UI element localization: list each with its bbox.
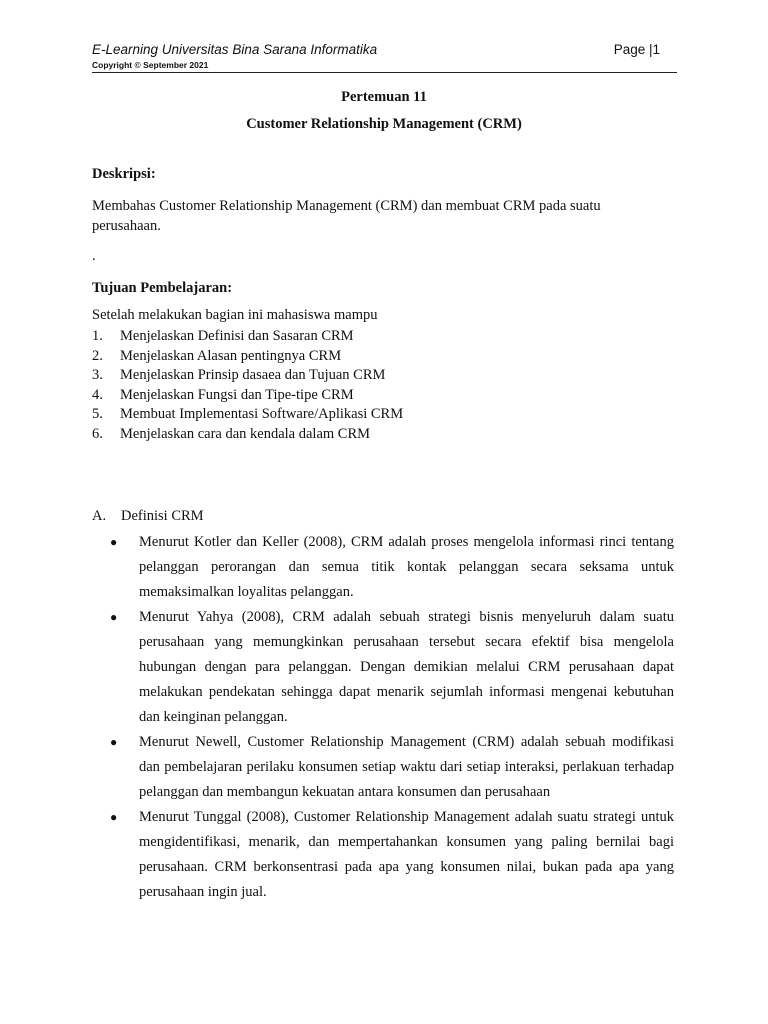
list-item-text: Membuat Implementasi Software/Aplikasi CRM [120, 406, 404, 422]
definition-text: Menurut Kotler dan Keller (2008), CRM adalah proses mengelola informasi rinci tentang pelanggan perorangan dan semua titik kontak pelanggan secara seksama untuk memaksimalkan loyalitas pelanggan. [139, 534, 674, 600]
list-item-text: Menjelaskan cara dan kendala dalam CRM [120, 425, 371, 442]
list-item-number: 6. [92, 425, 103, 442]
bullet-icon: ● [110, 535, 118, 549]
copyright-notice: Copyright © September 2021 [92, 60, 209, 70]
list-item [92, 327, 403, 347]
list-item-number: 3. [92, 367, 103, 383]
definition-item [110, 730, 674, 805]
definition-text: Menurut Tunggal (2008), Customer Relationship Management adalah suatu strategi untuk mengidentifikasi, menarik, dan mempertahankan konsumen yang paling bernilai bagi perusahaan. CRM berkonsentrasi pada apa yang konsumen nilai, bukan pada apa yang perusahaan ingin jual. [139, 809, 674, 900]
meeting-title: Pertemuan 11 [341, 89, 427, 105]
topic-title: Customer Relationship Management (CRM) [246, 116, 522, 132]
definition-item [110, 805, 674, 905]
definition-item [110, 605, 674, 730]
list-item-number: 2. [92, 347, 103, 364]
page-number: Page |1 [613, 42, 660, 57]
list-item-text: Menjelaskan Prinsip dasaea dan Tujuan CRM [120, 367, 386, 383]
list-item-text: Menjelaskan Definisi dan Sasaran CRM [120, 328, 354, 344]
goals-list [92, 327, 403, 444]
description-heading: Deskripsi: [92, 166, 156, 182]
bullet-icon: ● [110, 610, 118, 624]
description-body: Membahas Customer Relationship Management (CRM) dan membuat CRM pada suatu perusahaan. [92, 198, 601, 234]
section-title: Definisi CRM [121, 508, 204, 524]
bullet-icon: ● [110, 810, 118, 824]
definition-text: Menurut Newell, Customer Relationship Management (CRM) adalah sebuah modifikasi dan pembelajaran perilaku konsumen setiap waktu dari setiap interaksi, perlakuan terhadap pelanggan dan membangun kekuatan antara konsumen dan perusahaan [139, 734, 674, 800]
list-item-text: Menjelaskan Alasan pentingnya CRM [120, 347, 342, 364]
section-heading [92, 506, 204, 526]
definition-item [110, 530, 674, 605]
definition-list [110, 530, 674, 905]
description-dot: . [92, 248, 96, 264]
section-number: A. [92, 508, 107, 524]
list-item [92, 425, 403, 445]
goals-heading: Tujuan Pembelajaran: [92, 280, 233, 296]
definition-text: Menurut Yahya (2008), CRM adalah sebuah strategi bisnis menyeluruh dalam suatu perusahaan yang memungkinkan perusahaan tersebut secara efektif bisa mengelola hubungan dengan para pelanggan. Dengan demikian melalui CRM perusahaan dapat melakukan pendekatan sehingga dapat menarik sejumlah informasi mengenai kebutuhan dan keinginan pelanggan. [139, 609, 674, 725]
list-item-text: Menjelaskan Fungsi dan Tipe-tipe CRM [120, 386, 354, 403]
list-item-number: 1. [92, 328, 103, 344]
list-item [92, 405, 403, 425]
list-item [92, 366, 403, 386]
list-item [92, 386, 403, 406]
bullet-icon: ● [110, 735, 118, 749]
list-item-number: 5. [92, 406, 103, 422]
list-item-number: 4. [92, 386, 103, 403]
goals-intro: Setelah melakukan bagian ini mahasiswa mampu [92, 307, 378, 323]
header-title: E-Learning Universitas Bina Sarana Informatika [92, 42, 378, 57]
list-item [92, 347, 403, 367]
header-divider [92, 72, 677, 73]
